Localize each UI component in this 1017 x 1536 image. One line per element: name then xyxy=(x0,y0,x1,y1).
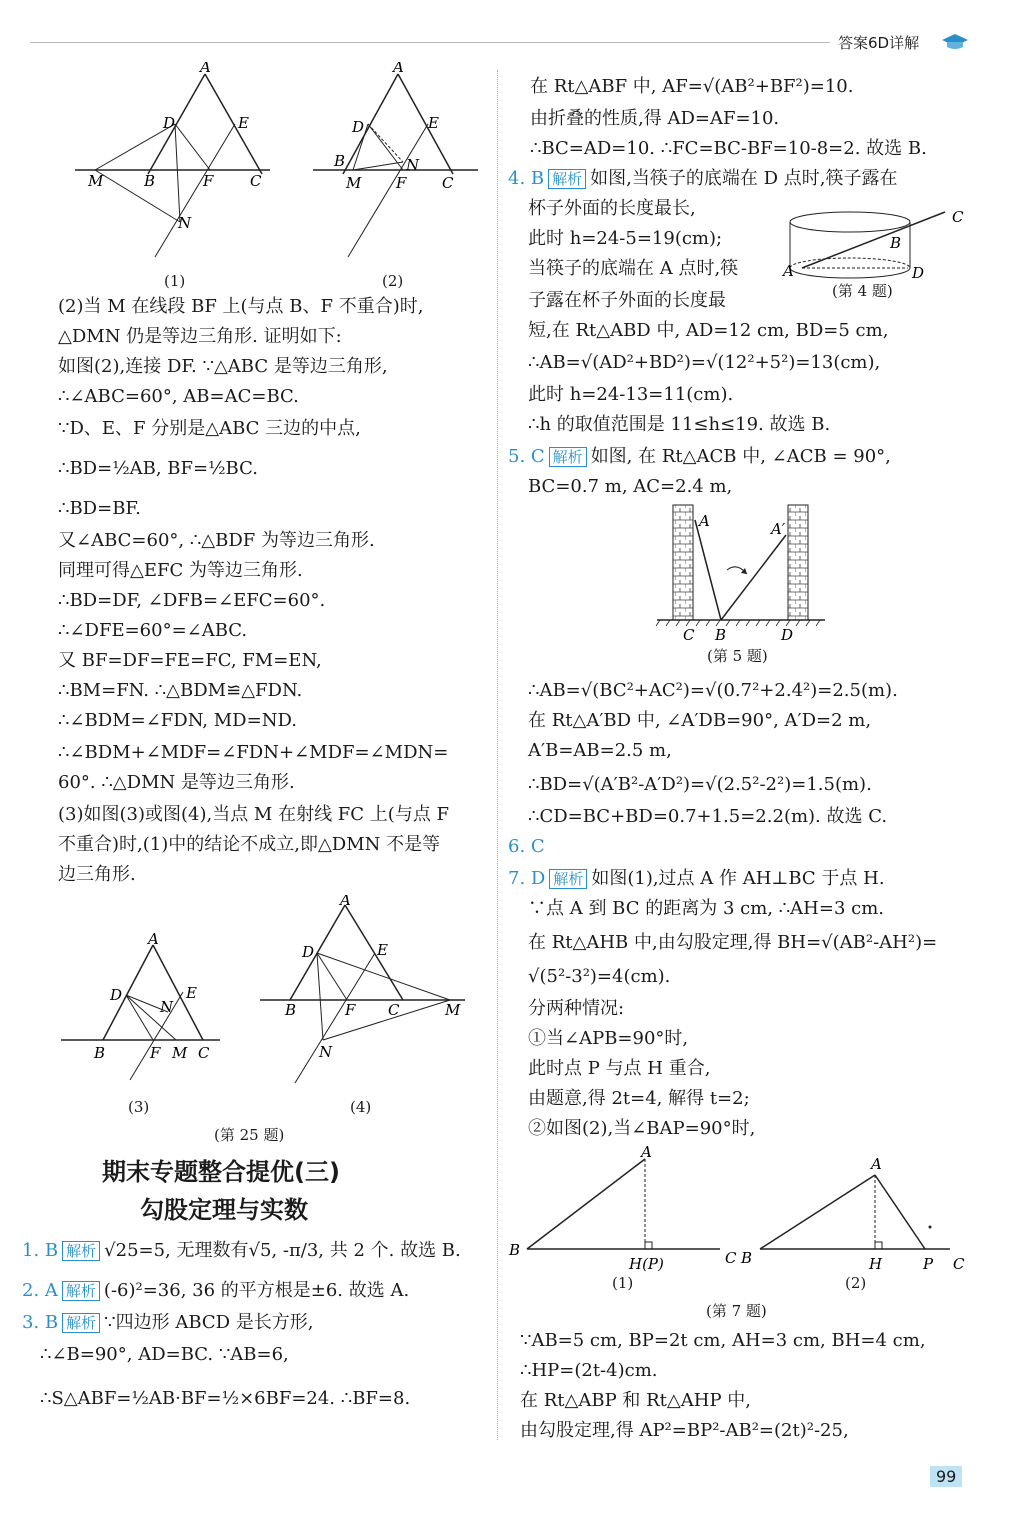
q3-line: ∴∠B=90°, AD=BC. ∵AB=6, xyxy=(40,1344,289,1365)
q5-tag: 解析 xyxy=(549,447,587,467)
svg-text:F: F xyxy=(203,172,214,190)
left-line: (2)当 M 在线段 BF 上(与点 B、F 不重合)时, xyxy=(58,296,424,317)
svg-text:D: D xyxy=(912,264,925,282)
svg-text:H: H xyxy=(869,1255,883,1273)
left-line: 不重合)时,(1)中的结论不成立,即△DMN 不是等 xyxy=(58,834,441,855)
svg-text:A: A xyxy=(783,262,794,280)
svg-text:P: P xyxy=(923,1255,934,1273)
q1-tag: 解析 xyxy=(62,1241,100,1261)
right-line: 在 Rt△ABF 中, AF=√(AB²+BF²)=10. xyxy=(530,76,854,97)
section-title-2: 勾股定理与实数 xyxy=(140,1196,308,1224)
svg-text:A: A xyxy=(200,62,211,76)
svg-text:N: N xyxy=(178,214,192,232)
fig3-caption: (3) xyxy=(128,1098,150,1116)
svg-text:C: C xyxy=(198,1044,210,1062)
svg-text:D: D xyxy=(110,986,123,1004)
q1 xyxy=(22,1240,461,1262)
q3-text: ∵四边形 ABCD 是长方形, xyxy=(104,1312,314,1333)
q4-line: 此时 h=24-5=19(cm); xyxy=(528,228,723,249)
svg-text:N: N xyxy=(319,1043,333,1061)
q1-num: 1. B xyxy=(22,1240,59,1261)
header-label: 答案6D详解 xyxy=(838,34,920,52)
svg-text:M: M xyxy=(445,1001,461,1019)
q3 xyxy=(22,1312,314,1334)
q4-line: 当筷子的底端在 A 点时,筷 xyxy=(528,258,739,279)
q5-num: 5. C xyxy=(508,446,545,467)
left-line: ∴∠BDM+∠MDF=∠FDN+∠MDF=∠MDN= xyxy=(58,742,449,763)
left-line: ∴∠BDM=∠FDN, MD=ND. xyxy=(58,710,297,731)
q2-text: (-6)²=36, 36 的平方根是±6. 故选 A. xyxy=(103,1280,410,1301)
left-line: ∴∠DFE=60°=∠ABC. xyxy=(58,620,248,641)
svg-text:B: B xyxy=(715,626,727,644)
q4-line: ∴h 的取值范围是 11≤h≤19. 故选 B. xyxy=(528,414,831,435)
left-line: 60°. ∴△DMN 是等边三角形. xyxy=(58,772,295,793)
svg-text:E: E xyxy=(186,984,197,1002)
figure-2 xyxy=(308,62,488,262)
svg-text:A: A xyxy=(641,1145,652,1161)
svg-text:B: B xyxy=(94,1044,106,1062)
q5 xyxy=(508,446,891,468)
left-line: 又 BF=DF=FE=FC, FM=EN, xyxy=(58,650,322,671)
svg-text:C: C xyxy=(388,1001,400,1019)
svg-text:H(P): H(P) xyxy=(629,1255,664,1273)
svg-text:D: D xyxy=(352,118,365,136)
q4-tag: 解析 xyxy=(548,169,586,189)
column-divider xyxy=(497,70,498,1440)
q4-num: 4. B xyxy=(508,168,545,189)
q7-line: 此时点 P 与点 H 重合, xyxy=(528,1058,711,1079)
q7-line: 分两种情况: xyxy=(528,998,625,1019)
left-line: ∴BM=FN. ∴△BDM≌△FDN. xyxy=(58,680,303,701)
svg-text:C: C xyxy=(725,1249,737,1267)
q5-line: A′B=AB=2.5 m, xyxy=(528,740,672,761)
q7-after-line: 由勾股定理,得 AP²=BP²-AB²=(2t)²-25, xyxy=(520,1420,849,1441)
figure-3 xyxy=(58,930,228,1090)
q5-line: 在 Rt△A′BD 中, ∠A′DB=90°, A′D=2 m, xyxy=(528,710,872,731)
left-line: (3)如图(3)或图(4),当点 M 在射线 FC 上(与点 F xyxy=(58,804,450,825)
q7-fig2-caption: (2) xyxy=(845,1274,867,1292)
svg-text:D: D xyxy=(163,114,176,132)
ladder-figure xyxy=(655,500,830,645)
q7-tag: 解析 xyxy=(549,869,587,889)
fig4-caption: (4) xyxy=(350,1098,372,1116)
q7-figures xyxy=(505,1145,975,1285)
svg-text:B: B xyxy=(890,234,902,252)
q3-line: ∴S△ABF=½AB·BF=½×6BF=24. ∴BF=8. xyxy=(40,1388,411,1409)
q2-tag: 解析 xyxy=(62,1281,100,1301)
figure-4 xyxy=(255,895,475,1095)
q7-after-line: 在 Rt△ABP 和 Rt△AHP 中, xyxy=(520,1390,752,1411)
svg-text:E: E xyxy=(428,114,439,132)
q5-figure-caption: (第 5 题) xyxy=(707,647,768,665)
svg-text:B: B xyxy=(741,1249,753,1267)
svg-text:F: F xyxy=(150,1044,161,1062)
svg-text:N: N xyxy=(406,156,420,174)
q2-num: 2. A xyxy=(22,1280,58,1301)
q4-line: ∴AB=√(AD²+BD²)=√(12²+5²)=13(cm), xyxy=(528,352,881,373)
q4-line: 杯子外面的长度最长, xyxy=(528,198,696,219)
svg-text:D: D xyxy=(302,943,315,961)
fig1-caption: (1) xyxy=(164,272,186,290)
header-rule xyxy=(30,42,830,43)
q3-tag: 解析 xyxy=(62,1313,100,1333)
q6-num: 6. C xyxy=(508,836,545,857)
q7-text: 如图(1),过点 A 作 AH⊥BC 于点 H. xyxy=(591,868,885,889)
left-line: ∵D、E、F 分别是△ABC 三边的中点, xyxy=(58,418,361,439)
q7-line: 在 Rt△AHB 中,由勾股定理,得 BH=√(AB²-AH²)= xyxy=(528,932,938,953)
svg-text:F: F xyxy=(396,174,407,192)
svg-text:M: M xyxy=(88,172,104,190)
right-line: ∴BC=AD=10. ∴FC=BC-BF=10-8=2. 故选 B. xyxy=(530,138,927,159)
svg-text:N: N xyxy=(160,998,174,1016)
q7-line: √(5²-3²)=4(cm). xyxy=(528,966,671,987)
svg-text:B: B xyxy=(285,1001,297,1019)
q7-line: ②如图(2),当∠BAP=90°时, xyxy=(528,1118,756,1139)
q5-line: ∴AB=√(BC²+AC²)=√(0.7²+2.4²)=2.5(m). xyxy=(528,680,898,701)
graduation-cap-icon xyxy=(940,32,970,52)
q7-line: 由题意,得 2t=4, 解得 t=2; xyxy=(528,1088,750,1109)
q4-line: 短,在 Rt△ABD 中, AD=12 cm, BD=5 cm, xyxy=(528,320,889,341)
section-title-1: 期末专题整合提优(三) xyxy=(102,1158,340,1186)
q1-text: √25=5, 无理数有√5, -π/3, 共 2 个. 故选 B. xyxy=(104,1240,461,1261)
svg-text:E: E xyxy=(238,114,249,132)
svg-text:A: A xyxy=(148,930,159,948)
right-line: 由折叠的性质,得 AD=AF=10. xyxy=(530,108,780,129)
q4-line: 此时 h=24-13=11(cm). xyxy=(528,384,734,405)
svg-text:E: E xyxy=(377,941,388,959)
page-number: 99 xyxy=(930,1466,962,1487)
left-line: 又∠ABC=60°, ∴△BDF 为等边三角形. xyxy=(58,530,375,551)
svg-text:A: A xyxy=(699,512,710,530)
fig2-caption: (2) xyxy=(382,272,404,290)
left-line: ∴∠ABC=60°, AB=AC=BC. xyxy=(58,386,299,407)
svg-text:D: D xyxy=(781,626,794,644)
q7-line: ①当∠APB=90°时, xyxy=(528,1028,689,1049)
q5-text: 如图, 在 Rt△ACB 中, ∠ACB = 90°, xyxy=(590,446,891,467)
q4-line: 子露在杯子外面的长度最 xyxy=(528,290,726,311)
svg-text:C: C xyxy=(250,172,262,190)
svg-text:M: M xyxy=(346,174,362,192)
q3-num: 3. B xyxy=(22,1312,59,1333)
svg-text:C: C xyxy=(442,174,454,192)
svg-text:B: B xyxy=(509,1241,521,1259)
q7-after-line: ∵AB=5 cm, BP=2t cm, AH=3 cm, BH=4 cm, xyxy=(520,1330,926,1351)
q7-fig1-caption: (1) xyxy=(612,1274,634,1292)
svg-text:M: M xyxy=(172,1044,188,1062)
svg-text:A: A xyxy=(340,895,351,909)
left-line: 同理可得△EFC 为等边三角形. xyxy=(58,560,303,581)
left-line: ∴BD=BF. xyxy=(58,498,141,519)
q7-figure-caption: (第 7 题) xyxy=(706,1302,767,1320)
svg-text:A′: A′ xyxy=(771,520,786,538)
q7-num: 7. D xyxy=(508,868,546,889)
q7-after-line: ∴HP=(2t-4)cm. xyxy=(520,1360,658,1381)
fig25-caption: (第 25 题) xyxy=(214,1126,285,1144)
q7-line: ∵点 A 到 BC 的距离为 3 cm, ∴AH=3 cm. xyxy=(528,898,884,919)
left-line: ∴BD=DF, ∠DFB=∠EFC=60°. xyxy=(58,590,326,611)
svg-text:A: A xyxy=(393,62,404,76)
q4-text: 如图,当筷子的底端在 D 点时,筷子露在 xyxy=(590,168,898,189)
svg-text:C: C xyxy=(952,208,964,226)
left-line: △DMN 仍是等边三角形. 证明如下: xyxy=(58,326,342,347)
q5-line: ∴CD=BC+BD=0.7+1.5=2.2(m). 故选 C. xyxy=(528,806,888,827)
q4-figure-caption: (第 4 题) xyxy=(832,282,893,300)
q5-line2: BC=0.7 m, AC=2.4 m, xyxy=(528,476,733,497)
svg-text:F: F xyxy=(345,1001,356,1019)
q2 xyxy=(22,1280,409,1302)
left-line: 如图(2),连接 DF. ∵△ABC 是等边三角形, xyxy=(58,356,388,377)
svg-text:C: C xyxy=(683,626,695,644)
figure-1 xyxy=(70,62,280,262)
svg-text:A: A xyxy=(871,1155,882,1173)
q4 xyxy=(508,168,897,190)
svg-text:C: C xyxy=(953,1255,965,1273)
left-line: 边三角形. xyxy=(58,864,136,885)
svg-text:B: B xyxy=(144,172,156,190)
q5-line: ∴BD=√(A′B²-A′D²)=√(2.5²-2²)=1.5(m). xyxy=(528,774,872,795)
left-line: ∴BD=½AB, BF=½BC. xyxy=(58,458,258,479)
q7 xyxy=(508,868,885,890)
svg-text:B: B xyxy=(334,152,346,170)
